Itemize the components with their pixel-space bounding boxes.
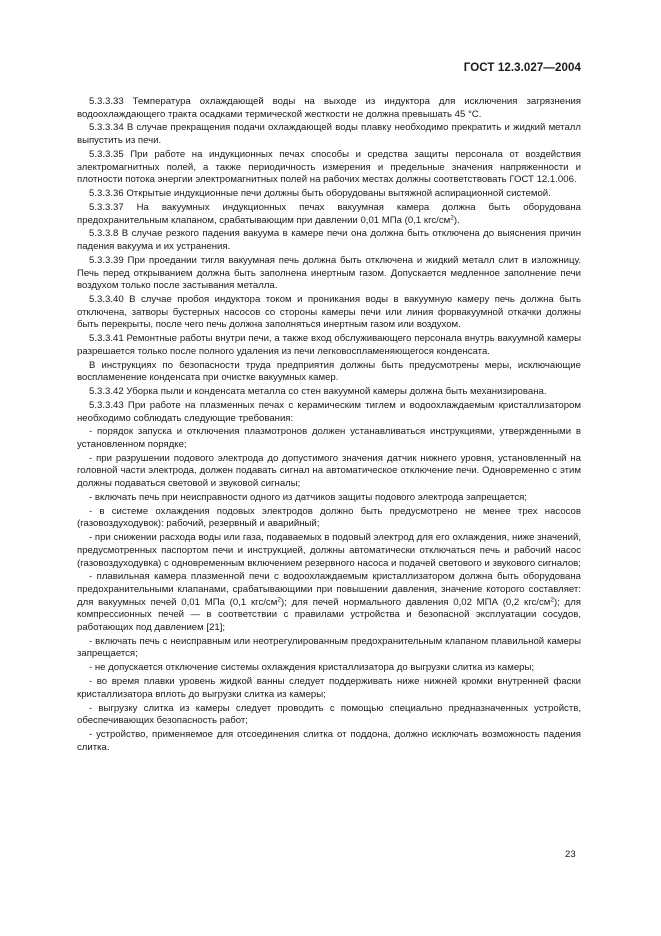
page-number: 23 [565, 849, 576, 860]
list-item: - выгрузку слитка из камеры следует проводить с помощью специально предназначенных устройств, обеспечивающих безопасность работ; [77, 702, 581, 727]
paragraph: 5.3.3.37 На вакуумных индукционных печах вакуумная камера должна быть оборудована предохранительным клапаном, срабатывающим при давлении 0,01 МПа (0,1 кгс/$см^2$). [77, 201, 581, 226]
list-item: - при разрушении подового электрода до допустимого значения датчик нижнего уровня, установленный на головной части электрода, должен подавать сигнал на автоматическое отключение печи. Одновременно с этим должны подаваться световой и звуковой сигналы; [77, 452, 581, 490]
paragraph: 5.3.3.41 Ремонтные работы внутри печи, а также вход обслуживающего персонала внутрь вакуумной камеры разрешается только после полного удаления из печи легковоспламеняющегося конденсата. [77, 333, 581, 357]
paragraph: 5.3.3.39 При проедании тигля вакуумная печь должна быть отключена и жидкий металл слит в изложницу. Печь перед открыванием должна быть заполнена инертным газом. Допускается медленное заполнение печи воздухом только после застывания металла. [77, 254, 581, 292]
list-item: - плавильная камера плазменной печи с водоохлаждаемым кристаллизатором должна быть оборудована предохранительными клапанами, срабатывающими при повышении давления, значение которого составляет: для вакуумных печей 0,01 МПа (0,1 кгс/$см^2$); для печей нормального давления 0,02 МПА (0,2 кгс/$см^2$); для компрессионных печей — в соответствии с правилами устройства и безопасной эксплуатации сосудов, работающих под давлением [21]; [77, 571, 581, 633]
list-item: - при снижении расхода воды или газа, подаваемых в подовый электрод для его охлаждения, ниже значений, предусмотренных паспортом печи и инструкцией, должны автоматически отключаться печь и рабочий насос (газовоздуходувка) с одновременным включением резервного насоса и подачей светового и звукового сигналов; [77, 532, 581, 569]
paragraph: 5.3.3.36 Открытые индукционные печи должны быть оборудованы вытяжной аспирационной системой. [89, 188, 551, 200]
document-body [77, 96, 581, 756]
list-item: - во время плавки уровень жидкой ванны следует поддерживать ниже нижней кромки внутренней фаски кристаллизатора вплоть до выгрузки слитка из камеры; [77, 676, 581, 700]
list-item: - не допускается отключение системы охлаждения кристаллизатора до выгрузки слитка из камеры; [89, 662, 535, 674]
list-item: - включать печь с неисправным или неотрегулированным предохранительным клапаном плавильной камеры запрещается; [77, 635, 581, 660]
paragraph: 5.3.3.8 В случае резкого падения вакуума в камере печи она должна быть отключена до выяснения причин падения вакуума и их устранения. [77, 228, 581, 253]
paragraph: 5.3.3.43 При работе на плазменных печах с керамическим тиглем и водоохлаждаемым кристаллизатором необходимо соблюдать следующие требования: [77, 399, 581, 424]
standard-header: ГОСТ 12.3.027—2004 [463, 62, 581, 74]
list-item: - включать печь при неисправности одного из датчиков защиты подового электрода запрещается; [89, 491, 527, 503]
paragraph: 5.3.3.34 В случае прекращения подачи охлаждающей воды плавку необходимо прекратить и жидкий металл выпустить из печи. [77, 122, 581, 147]
paragraph: 5.3.3.40 В случае пробоя индуктора током и проникания воды в вакуумную камеру печь должна быть отключена, затворы бустерных насосов со стороны камеры печи или линия форвакуумной откачки должны быть перекрыты, после чего печь должна заполняться инертным газом или воздухом. [77, 293, 581, 331]
paragraph: 5.3.3.33 Температура охлаждающей воды на выходе из индуктора для исключения загрязнения водоохлаждающего тракта осадками термической жесткости не должна превышать 45 °С. [77, 96, 581, 120]
list-item: - в системе охлаждения подовых электродов должно быть предусмотрено не менее трех насосов (газовоздуходувок): рабочий, резервный и аварийный; [77, 505, 581, 530]
list-item: - устройство, применяемое для отсоединения слитка от поддона, должно исключать возможность падения слитка. [77, 729, 581, 753]
list-item: - порядок запуска и отключения плазмотронов должен устанавливаться инструкциями, утвержденными в установленном порядке; [77, 426, 581, 450]
paragraph: 5.3.3.42 Уборка пыли и конденсата металла со стен вакуумной камеры должна быть механизирована. [89, 386, 547, 398]
paragraph: 5.3.3.35 При работе на индукционных печах способы и средства защиты персонала от воздействия электромагнитных полей, а также периодичность измерения и предельные значения напряженности и плотности потока энергии электромагнитных полей на рабочих местах должны соответствовать ГОСТ 12.1.006. [77, 148, 581, 186]
paragraph: В инструкциях по безопасности труда предприятия должны быть предусмотрены меры, исключающие воспламенение конденсата при очистке вакуумных камер. [77, 359, 581, 384]
